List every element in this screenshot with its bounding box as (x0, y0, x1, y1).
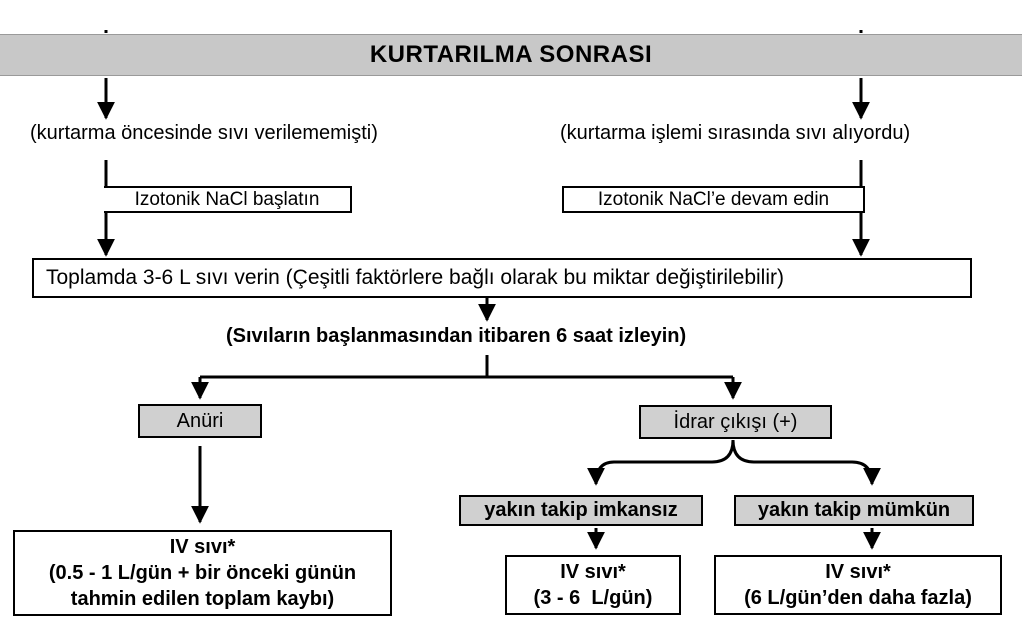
close-followup-result-box (714, 555, 1002, 615)
anuria-result-line-1: IV sıvı* (169, 536, 236, 558)
monitor-text: (Sıvıların başlanmasından itibaren 6 saat izleyin) (226, 325, 687, 347)
urine-brace-right (733, 440, 872, 484)
left-action-text: Izotonik NaCl başlatın (134, 188, 320, 210)
close-followup-result-line-2: (6 L/gün’den daha fazla) (744, 587, 972, 609)
no-close-followup-box (459, 495, 703, 526)
close-followup-box (734, 495, 974, 526)
title-banner (0, 34, 1022, 76)
anuria-result-line-3: tahmin edilen toplam kaybı) (70, 588, 335, 610)
no-close-followup-result-box (505, 555, 681, 615)
close-followup-result-line-1: IV sıvı* (825, 561, 891, 583)
total-fluid-text: Toplamda 3-6 L sıvı verin (Çeşitli faktörlere bağlı olarak bu miktar değiştirilebilir) (46, 266, 785, 289)
no-close-followup-result-line-1: IV sıvı* (560, 561, 626, 583)
close-followup-label: yakın takip mümkün (757, 499, 951, 521)
urine-box (639, 405, 832, 439)
urine-brace (596, 440, 733, 484)
right-action-box (562, 186, 865, 213)
total-fluid-box (32, 258, 972, 298)
left-condition: (kurtarma öncesinde sıvı verilememişti) (30, 122, 378, 144)
anuria-box (138, 404, 262, 438)
anuria-result-box (13, 530, 392, 616)
no-close-followup-label: yakın takip imkansız (484, 499, 678, 521)
left-action-box (104, 186, 352, 213)
anuria-result-line-2: (0.5 - 1 L/gün + bir önceki günün (48, 562, 357, 584)
title-text: KURTARILMA SONRASI (369, 41, 653, 68)
right-condition: (kurtarma işlemi sırasında sıvı alıyordu) (560, 122, 911, 144)
right-action-text: Izotonik NaCl’e devam edin (597, 188, 830, 210)
anuria-label: Anüri (176, 409, 224, 432)
no-close-followup-result-line-2: (3 - 6 L/gün) (533, 587, 653, 609)
urine-label: İdrar çıkışı (+) (673, 410, 798, 433)
